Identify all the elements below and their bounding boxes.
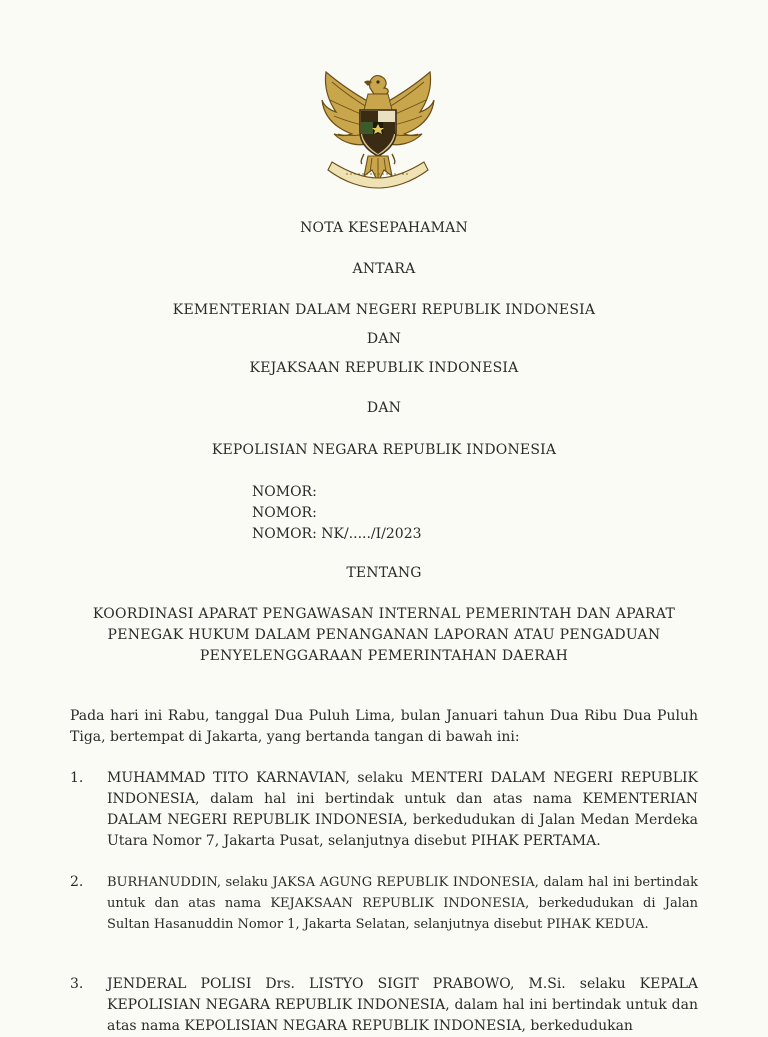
party-item xyxy=(70,768,698,852)
party-b-name: KEJAKSAAN REPUBLIK INDONESIA xyxy=(249,360,519,376)
party-number: 3. xyxy=(70,976,84,992)
and-label-1: DAN xyxy=(366,331,402,347)
party-item xyxy=(70,872,698,935)
party-c-name: KEPOLISIAN NEGARA REPUBLIK INDONESIA xyxy=(211,442,557,458)
number-line: NOMOR: xyxy=(252,505,317,521)
subject-line: PENEGAK HUKUM DALAM PENANGANAN LAPORAN ATAU PENGADUAN xyxy=(107,627,661,643)
between-label: ANTARA xyxy=(352,261,416,277)
subject-line: PENYELENGGARAAN PEMERINTAHAN DAERAH xyxy=(199,648,569,664)
party-number: 1. xyxy=(70,770,84,786)
party-text: MUHAMMAD TITO KARNAVIAN, selaku MENTERI DALAM NEGERI REPUBLIK INDONESIA, dalam hal ini bertindak untuk dan atas nama KEMENTERIAN DALAM NEGERI REPUBLIK INDONESIA, berkedudukan di Jalan Medan Merdeka Utara Nomor 7, Jakarta Pusat, selanjutnya disebut PIHAK PERTAMA. xyxy=(107,770,698,849)
and-label-2: DAN xyxy=(366,400,402,416)
intro-paragraph: Pada hari ini Rabu, tanggal Dua Puluh Lima, bulan Januari tahun Dua Ribu Dua Puluh Tiga, bertempat di Jakarta, yang bertanda tangan di bawah ini: xyxy=(70,708,698,745)
party-text: BURHANUDDIN, selaku JAKSA AGUNG REPUBLIK INDONESIA, dalam hal ini bertindak untuk dan atas nama KEJAKSAAN REPUBLIK INDONESIA, berkedudukan di Jalan Sultan Hasanuddin Nomor 1, Jakarta Selatan, selanjutnya disebut PIHAK KEDUA. xyxy=(107,875,698,932)
about-label: TENTANG xyxy=(346,565,422,581)
number-line: NOMOR: NK/...../I/2023 xyxy=(252,526,422,542)
party-a-name: KEMENTERIAN DALAM NEGERI REPUBLIK INDONESIA xyxy=(172,302,596,318)
party-text: JENDERAL POLISI Drs. LISTYO SIGIT PRABOWO, M.Si. selaku KEPALA KEPOLISIAN NEGARA REPUBLIK INDONESIA, dalam hal ini bertindak untuk dan atas nama KEPOLISIAN NEGARA REPUBLIK INDONESIA, berkedudukan xyxy=(107,976,698,1034)
subject-line: KOORDINASI APARAT PENGAWASAN INTERNAL PEMERINTAH DAN APARAT xyxy=(92,606,676,622)
party-number: 2. xyxy=(70,874,84,890)
agreement-subject xyxy=(0,604,768,667)
document-title: NOTA KESEPAHAMAN xyxy=(300,220,468,236)
document-numbers xyxy=(252,482,422,545)
number-line: NOMOR: xyxy=(252,484,317,500)
garuda-emblem-icon xyxy=(318,66,438,194)
party-item xyxy=(70,974,698,1037)
